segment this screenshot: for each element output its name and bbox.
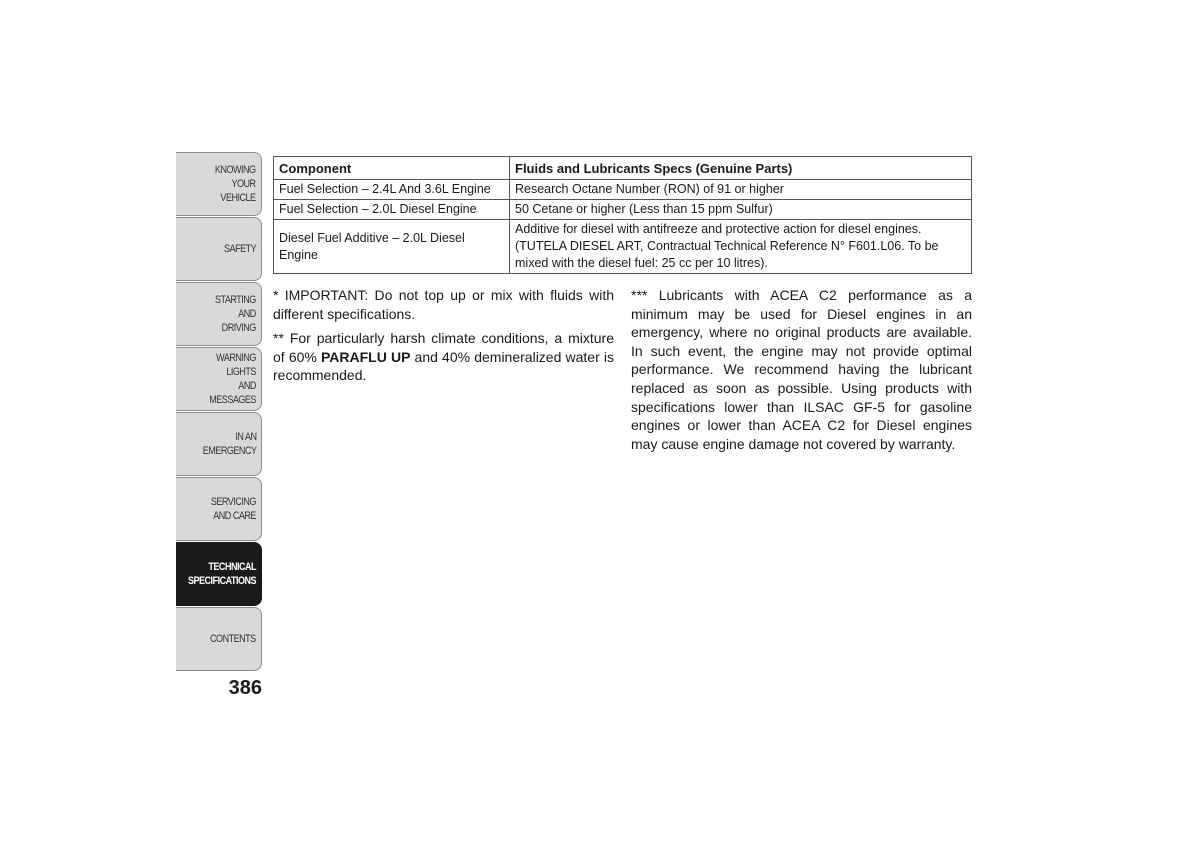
harsh-climate-note <box>273 329 614 385</box>
product-name: PARAFLU UP <box>320 348 411 365</box>
table-cell: Additive for diesel with antifreeze and protective action for diesel engines. (TUTELA DIESEL ART, Contractual Technical Reference N° F601.L06. To be mixed with the diesel fuel: 25 cc per 10 litres). <box>510 220 972 274</box>
table-row <box>274 180 972 200</box>
tab-starting-and-driving[interactable] <box>176 282 262 346</box>
tab-contents[interactable] <box>176 607 262 671</box>
notes-right-column <box>631 286 972 453</box>
fluids-specs-table <box>273 156 972 274</box>
table-row <box>274 200 972 220</box>
tab-warning-lights-and-messages[interactable] <box>176 347 262 411</box>
tab-label: KNOWING YOUR VEHICLE <box>215 164 256 204</box>
tab-servicing-and-care[interactable] <box>176 477 262 541</box>
tab-in-an-emergency[interactable] <box>176 412 262 476</box>
column-header-specs: Fluids and Lubricants Specs (Genuine Parts) <box>510 157 972 180</box>
tab-label: IN AN EMERGENCY <box>202 431 256 457</box>
tab-label: SAFETY <box>223 243 256 255</box>
table-cell: Fuel Selection – 2.4L And 3.6L Engine <box>274 180 510 200</box>
tab-technical-specifications[interactable] <box>176 542 262 606</box>
harsh-climate-text-post: and 40% demineralized water is recommended. <box>273 348 614 384</box>
table-cell: 50 Cetane or higher (Less than 15 ppm Sulfur) <box>510 200 972 220</box>
page-number: 386 <box>228 677 262 699</box>
tab-label: CONTENTS <box>210 633 256 645</box>
table-cell: Diesel Fuel Additive – 2.0L Diesel Engine <box>274 220 510 274</box>
tab-label: SERVICING AND CARE <box>210 496 256 522</box>
column-header-component: Component <box>274 157 510 180</box>
chapter-tabs <box>176 152 262 672</box>
table-cell: Fuel Selection – 2.0L Diesel Engine <box>274 200 510 220</box>
important-note: * IMPORTANT: Do not top up or mix with fluids with different specifications. <box>273 287 614 322</box>
tab-safety[interactable] <box>176 217 262 281</box>
tab-label: TECHNICAL SPECIFICATIONS <box>187 561 256 587</box>
tab-label: STARTING AND DRIVING <box>215 294 256 334</box>
notes-left-column <box>273 286 614 391</box>
lubricants-note: *** Lubricants with ACEA C2 performance as a minimum may be used for Diesel engines in an emergency, where no original products are available. In such event, the engine may not provide optimal performance. We recommend having the lubricant replaced as soon as possible. Using products with specifications lower than ILSAC GF-5 for gasoline engines or lower than ACEA C2 for Diesel engines may cause engine damage not covered by warranty. <box>631 287 972 452</box>
table-cell: Research Octane Number (RON) of 91 or higher <box>510 180 972 200</box>
tab-label: WARNING LIGHTS AND MESSAGES <box>209 352 256 406</box>
table-row <box>274 220 972 274</box>
harsh-climate-text-pre: ** For particularly harsh climate conditions, a mixture of 60% <box>273 330 614 365</box>
table-header-row <box>274 157 972 180</box>
tab-knowing-your-vehicle[interactable] <box>176 152 262 216</box>
